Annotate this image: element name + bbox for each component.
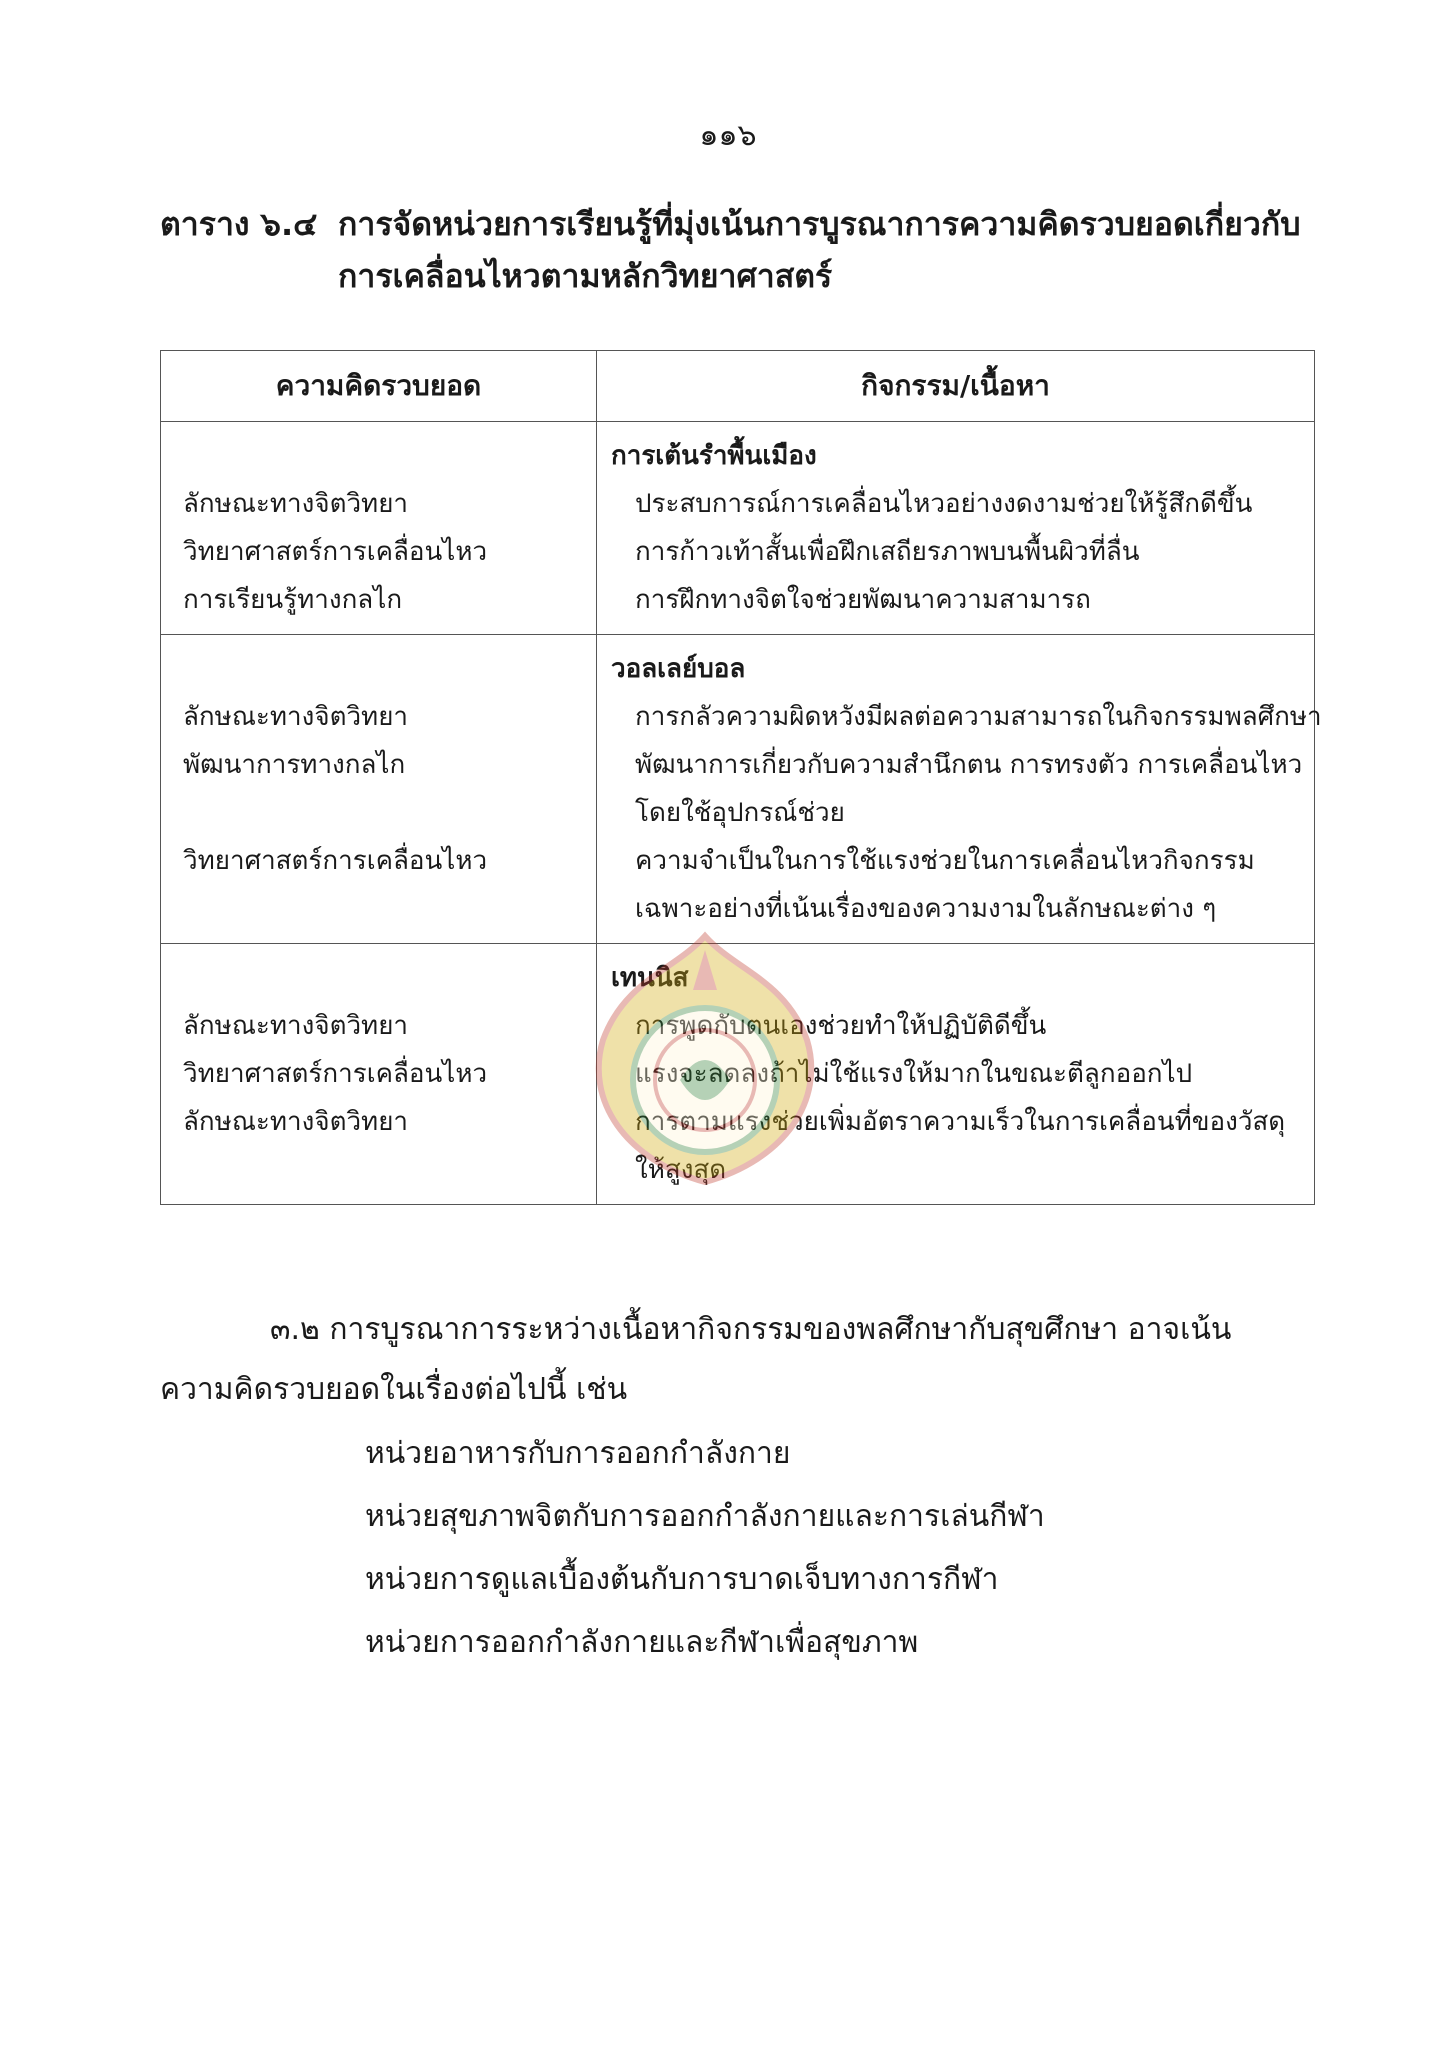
activity-line: การฝึกทางจิตใจช่วยพัฒนาความสามารถ [635, 585, 1091, 615]
table-label: ตาราง ๖.๔ [160, 205, 318, 243]
concept-item: ลักษณะทางจิตวิทยา [183, 489, 409, 519]
table-row [161, 422, 1315, 635]
activity-cell [597, 635, 1322, 944]
activity-title: เทนนิส [611, 963, 689, 993]
activity-line: พัฒนาการเกี่ยวกับความสำนึกตน การทรงตัว การเคลื่อนไหว [635, 750, 1303, 780]
activity-line: การก้าวเท้าสั้นเพื่อฝึกเสถียรภาพบนพื้นผิวที่ลื่น [635, 537, 1140, 567]
list-item: หน่วยการดูแลเบื้องต้นกับการบาดเจ็บทางการกีฬา [365, 1562, 999, 1597]
activity-title: วอลเลย์บอล [611, 654, 746, 684]
concept-item: การเรียนรู้ทางกลไก [183, 585, 403, 615]
page-number: ๑๑๖ [699, 118, 757, 153]
activity-title: การเต้นรำพื้นเมือง [611, 441, 817, 471]
table-title [160, 198, 1320, 302]
concept-item: วิทยาศาสตร์การเคลื่อนไหว [183, 537, 488, 567]
concept-cell [161, 635, 597, 944]
concept-item: ลักษณะทางจิตวิทยา [183, 1107, 409, 1137]
header-activities: กิจกรรม/เนื้อหา [597, 351, 1315, 422]
unit-list [365, 1422, 1045, 1674]
activity-cell [597, 944, 1315, 1205]
table-row [161, 635, 1315, 944]
activity-line: ให้สูงสุด [635, 1155, 727, 1185]
list-item: หน่วยการออกกำลังกายและกีฬาเพื่อสุขภาพ [365, 1625, 919, 1660]
activity-line: แรงจะลดลงถ้าไม่ใช้แรงให้มากในขณะตีลูกออกไป [635, 1059, 1193, 1089]
concept-item: ลักษณะทางจิตวิทยา [183, 1011, 409, 1041]
header-concepts: ความคิดรวบยอด [161, 351, 597, 422]
activity-line: การกลัวความผิดหวังมีผลต่อความสามารถในกิจกรรมพลศึกษา [635, 702, 1322, 732]
paragraph-line-2: ความคิดรวบยอดในเรื่องต่อไปนี้ เช่น [160, 1372, 628, 1407]
concept-cell [161, 944, 597, 1205]
concept-item: ลักษณะทางจิตวิทยา [183, 702, 409, 732]
concept-cell [161, 422, 597, 635]
activity-line: ความจำเป็นในการใช้แรงช่วยในการเคลื่อนไหวกิจกรรม [635, 846, 1255, 876]
concept-item: วิทยาศาสตร์การเคลื่อนไหว [183, 1059, 488, 1089]
activity-line: โดยใช้อุปกรณ์ช่วย [635, 798, 845, 828]
concept-item [183, 789, 584, 837]
title-line-2: การเคลื่อนไหวตามหลักวิทยาศาสตร์ [338, 257, 833, 295]
activity-line: การตามแรงช่วยเพิ่มอัตราความเร็วในการเคลื่อนที่ของวัสดุ [635, 1107, 1286, 1137]
concept-item: พัฒนาการทางกลไก [183, 750, 406, 780]
activity-cell [597, 422, 1315, 635]
list-item: หน่วยอาหารกับการออกกำลังกาย [365, 1436, 791, 1471]
activity-line: การพูดกับตนเองช่วยทำให้ปฏิบัติดีขึ้น [635, 1011, 1047, 1041]
table-row [161, 944, 1315, 1205]
table-header-row [161, 351, 1315, 422]
activity-line: เฉพาะอย่างที่เน้นเรื่องของความงามในลักษณะต่าง ๆ [635, 894, 1217, 924]
title-line-1: การจัดหน่วยการเรียนรู้ที่มุ่งเน้นการบูรณาการความคิดรวบยอดเกี่ยวกับ [338, 205, 1301, 243]
concept-activity-table [160, 350, 1322, 1205]
concept-item: วิทยาศาสตร์การเคลื่อนไหว [183, 846, 488, 876]
activity-line: ประสบการณ์การเคลื่อนไหวอย่างงดงามช่วยให้รู้สึกดีขึ้น [635, 489, 1253, 519]
list-item: หน่วยสุขภาพจิตกับการออกกำลังกายและการเล่นกีฬา [365, 1499, 1045, 1534]
paragraph-line-1: ๓.๒ การบูรณาการระหว่างเนื้อหากิจกรรมของพลศึกษากับสุขศึกษา อาจเน้น [270, 1312, 1232, 1347]
